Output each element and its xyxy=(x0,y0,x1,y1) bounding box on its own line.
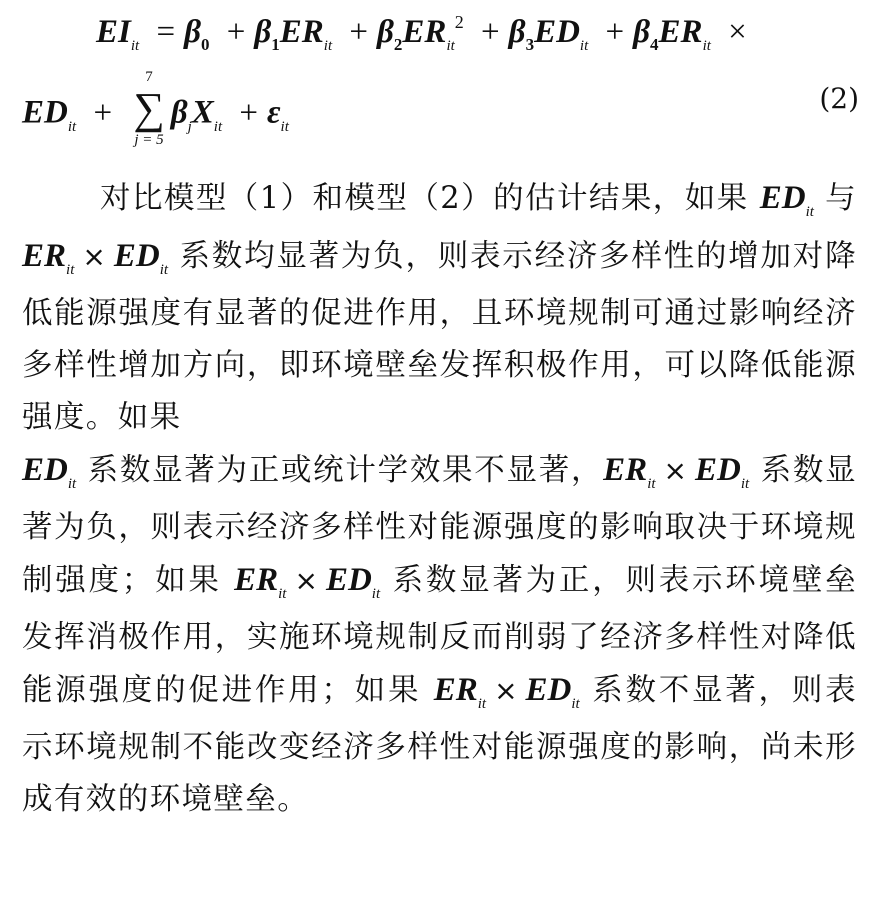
text-segment: 系数不显著，则表示环境规制不能改变经济多样性对能源强度的影响，尚未形成有效的环境壁垒。 xyxy=(22,673,857,817)
math-ed: $ED_{it}$ xyxy=(22,452,77,492)
text-segment: 系数显著为正或统计学效果不显著， xyxy=(87,453,604,488)
equation-line-2 xyxy=(22,69,859,166)
epsilon: ε xyxy=(267,94,281,131)
math-er-times-ed: $ER_{it} \times ED_{it}$ xyxy=(22,238,169,278)
sigma-symbol: ∑ xyxy=(133,84,165,133)
sub-j: j xyxy=(187,118,192,135)
var-er: ER xyxy=(279,14,324,50)
math-ed: $ED_{it}$ xyxy=(759,180,814,220)
times-sign: × xyxy=(728,14,747,50)
beta-0: β xyxy=(184,14,201,50)
var-ed: ED xyxy=(22,94,68,131)
sub-4: 4 xyxy=(650,35,659,54)
plus-sign: + xyxy=(239,94,258,131)
sub-it: it xyxy=(323,38,333,54)
superscript-2: 2 xyxy=(454,12,464,32)
var-x: X xyxy=(191,94,214,131)
beta-j: β xyxy=(170,94,188,131)
var-ed: ED xyxy=(534,14,580,50)
summation xyxy=(133,70,164,148)
equation-number: (2) xyxy=(819,82,859,115)
text-segment: 系数均显著为负，则表示经济多样性的增加对降低能源强度有显著的促进作用，且环境规制可通过影响经济多样性增加方向，即环境壁垒发挥积极作用，可以降低能源强度。如果 xyxy=(22,239,857,435)
plus-sign: + xyxy=(605,14,625,50)
plus-sign: + xyxy=(481,14,500,50)
sub-3: 3 xyxy=(525,35,535,54)
sub-1: 1 xyxy=(271,35,280,54)
sub-it: it xyxy=(446,38,455,54)
math-er-times-ed: $ER_{it} \times ED_{it}$ xyxy=(234,562,381,602)
sub-it: it xyxy=(213,118,223,135)
plus-sign: + xyxy=(93,94,113,131)
math-er-times-ed: $ER_{it} \times ED_{it}$ xyxy=(433,672,580,712)
sub-2: 2 xyxy=(393,35,403,54)
beta-2: β xyxy=(377,14,394,50)
sub-it: it xyxy=(702,38,711,54)
plus-sign: + xyxy=(349,14,369,50)
var-ei: EI xyxy=(96,14,131,50)
sum-lower-limit: j = 5 xyxy=(134,132,164,148)
text-segment: 系数显著为负，则表示经济多样性对能源强度的影响取决于环境规制强度；如果 xyxy=(22,453,857,598)
text-segment: 对比模型（1）和模型（2）的估计结果，如果 xyxy=(100,181,749,216)
var-er: ER xyxy=(658,14,703,50)
sum-upper-limit: 7 xyxy=(145,69,153,85)
math-er-times-ed: $ER_{it} \times ED_{it}$ xyxy=(603,452,750,492)
sub-it: it xyxy=(579,38,589,54)
sub-it: it xyxy=(280,118,289,135)
text-segment: 系数显著为正，则表示环境壁垒发挥消极作用，实施环境规制反而削弱了经济多样性对降低能源强度的促进作用；如果 xyxy=(22,563,857,708)
plus-sign: + xyxy=(226,14,246,50)
sub-0: 0 xyxy=(200,35,210,54)
body-paragraph xyxy=(22,172,857,826)
equals-sign: = xyxy=(156,14,176,50)
sub-it: it xyxy=(67,118,77,135)
text-segment: 与 xyxy=(825,181,857,216)
beta-1: β xyxy=(254,14,272,50)
beta-3: β xyxy=(508,14,526,50)
var-er: ER xyxy=(402,14,447,50)
equation-line-1 xyxy=(96,14,859,64)
beta-4: β xyxy=(633,14,651,50)
sub-it: it xyxy=(130,38,140,54)
